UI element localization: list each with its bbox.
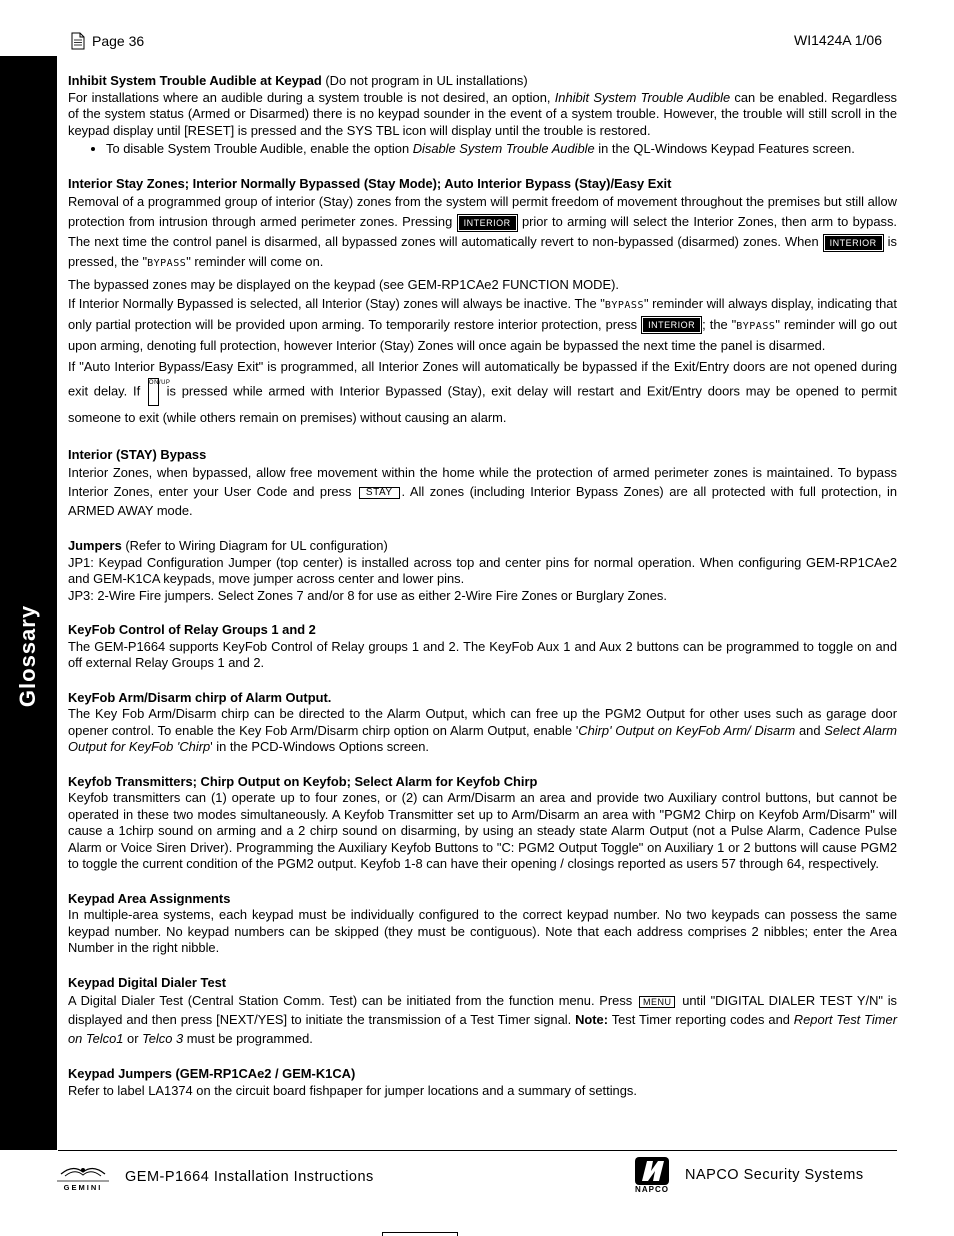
section-keyfob-chirp-alarm bbox=[68, 690, 897, 756]
section-keypad-jumpers bbox=[68, 1066, 897, 1099]
paragraph: If "Auto Interior Bypass/Easy Exit" is programmed, all Interior Zones will automatically be bypassed if the Exit/Entry doors are not opened during exit delay. If ON/UP is pressed while armed with Interior Bypassed (Stay), exit delay will restart and Exit/Entry doors may be opened to permit someone to exit (while others remain on premises) without causing an alarm. bbox=[68, 358, 897, 425]
section-title: KeyFob Control of Relay Groups 1 and 2 bbox=[68, 622, 316, 637]
list-item: • To disable System Trouble Audible, enable the option Disable System Trouble Audible in the QL-Windows Keypad Features screen. bbox=[106, 141, 897, 158]
section-keyfob-relay bbox=[68, 622, 897, 672]
section-jumpers bbox=[68, 538, 897, 604]
page-number-block bbox=[70, 32, 144, 50]
interior-key-icon: INTERIOR bbox=[643, 318, 700, 332]
glossary-content bbox=[68, 73, 897, 1099]
svg-text:GEMINI: GEMINI bbox=[63, 1183, 103, 1192]
section-title: KeyFob Arm/Disarm chirp of Alarm Output. bbox=[68, 689, 332, 705]
bypass-lcd-text: BYPASS bbox=[604, 299, 644, 311]
footer-divider bbox=[58, 1150, 897, 1151]
section-title: Interior (STAY) Bypass bbox=[68, 446, 207, 462]
footer-right bbox=[633, 1157, 864, 1194]
paragraph: Interior Zones, when bypassed, allow free movement within the home while the protection of armed perimeter zones is maintained. To bypass Interior Zones, enter your User Code and press STAY . All zones (including Interior Bypass Zones) are all protected with full protection, in ARMED AWAY mode. bbox=[68, 465, 897, 518]
paragraph: Removal of a programmed group of interior (Stay) zones from the system will permit freedom of movement throughout the premises but still allow protection from intrusion through armed perimeter zones. Pressing INTERIOR prior to arming will select the Interior Zones, then arm to bypass. The next time the control panel is disarmed, all bypassed zones will automatically revert to non-bypassed (disarmed) zones. When INTERIOR is pressed, the "BYPASS" reminder will come on. bbox=[68, 194, 897, 269]
on-up-key-icon: ON/UP bbox=[148, 378, 159, 406]
section-keypad-area bbox=[68, 891, 897, 957]
section-tab bbox=[0, 56, 57, 1150]
paragraph: If Interior Normally Bypassed is selected, all Interior (Stay) zones will always be inactive. The "BYPASS" reminder will always display, indicating that only partial protection will be provided upon arming. To temporarily restore interior protection, press INTERIOR ; the "BYPASS" reminder will go out upon arming, denoting full protection, however Interior (Stay) Zones will once again be bypassed the next time the panel is disarmed. bbox=[68, 295, 897, 353]
section-inhibit-trouble bbox=[68, 73, 897, 158]
bullet-list bbox=[68, 141, 897, 158]
section-title: Inhibit System Trouble Audible at Keypad (Do not program in UL installations) bbox=[68, 73, 528, 88]
section-interior-stay-zones bbox=[68, 176, 897, 429]
page-number: Page 36 bbox=[92, 33, 145, 49]
section-title: Keyfob Transmitters; Chirp Output on Keyfob; Select Alarm for Keyfob Chirp bbox=[68, 773, 538, 789]
section-title: Keypad Area Assignments bbox=[68, 890, 231, 906]
bypass-lcd-text: BYPASS bbox=[147, 258, 187, 269]
footer-company: NAPCO Security Systems bbox=[685, 1167, 864, 1183]
napco-logo-icon bbox=[633, 1157, 671, 1185]
paragraph: For installations where an audible during a system trouble is not desired, an option, Inhibit System Trouble Audible can be enabled. Regardless of the system status (Armed or Disarmed) there is no keypad sounder in the event of a system trouble. However, the trouble will still scroll in the keypad display until [RESET] is pressed and the SYS TBL icon will display until the trouble is restored. bbox=[68, 89, 897, 138]
napco-logo-text: NAPCO bbox=[635, 1185, 669, 1194]
paragraph: The bypassed zones may be displayed on the keypad (see GEM-RP1CAe2 FUNCTION MODE). bbox=[68, 277, 619, 292]
bypass-lcd-text: BYPASS bbox=[736, 320, 776, 332]
paragraph: Refer to label LA1374 on the circuit board fishpaper for jumper locations and a summary of settings. bbox=[68, 1082, 637, 1098]
paragraph: Keyfob transmitters can (1) operate up to four zones, or (2) can Arm/Disarm an area and provide two Auxiliary control buttons, but cannot be operated in these two modes simultaneously. A Keyfob Transmitter set up to Arm/Disarm an area with "PGM2 Chirp on Keyfob Arm/Disarm" will cause a 1chirp sound on arming and a 2 chirp sound on disarming, by using an steady state Alarm Output (not a Pulse Alarm, Cadence Pulse Alarm or Voice Siren Driver). Programming the Auxiliary Keyfob Buttons to "C: PGM2 Output Toggle" on Auxiliary 1 or 2 buttons will cause PGM2 to toggle the current condition of the PGM2 output. Keyfob 1-8 can have their opening / closings reported as users 57 through 64, respectively. bbox=[68, 790, 897, 871]
footer-left bbox=[55, 1162, 374, 1192]
paragraph: A Digital Dialer Test (Central Station Comm. Test) can be initiated from the function menu. Press MENU until "DIGITAL DIALER TEST Y/N" is displayed and then press [NEXT/YES] to initiate the transmission of a Test Timer signal. Note: Test Timer reporting codes and Report Test Timer on Telco1 or Telco 3 must be programmed. bbox=[68, 993, 897, 1046]
paragraph: JP1: Keypad Configuration Jumper (top center) is installed across top and center pins for normal operation. When configuring GEM-RP1CAe2 and GEM-K1CA keypads, move jumper across center and lower pins. bbox=[68, 554, 897, 586]
paragraph: The Key Fob Arm/Disarm chirp can be directed to the Alarm Output, which can free up the PGM2 Output for other uses such as garage door opener control. To enable the Key Fob Arm/Disarm chirp option on Alarm Output, enable 'Chirp' Output on KeyFob Arm/ Disarm and Select Alarm Output for KeyFob 'Chirp' in the PCD-Windows Options screen. bbox=[68, 706, 897, 754]
section-title: Interior Stay Zones; Interior Normally Bypassed (Stay Mode); Auto Interior Bypass (Stay)/Easy Exit bbox=[68, 175, 672, 191]
section-dialer-test bbox=[68, 975, 897, 1049]
section-tab-label: Glossary bbox=[15, 604, 40, 708]
section-title: Jumpers (Refer to Wiring Diagram for UL configuration) bbox=[68, 538, 388, 553]
page-header bbox=[70, 30, 882, 52]
napco-logo bbox=[633, 1157, 671, 1194]
paragraph: In multiple-area systems, each keypad must be individually configured to the correct keypad number. No two keypads can possess the same keypad number. No keypad numbers can be skipped (they must be contiguous). Note that each address comprises 2 nibbles; enter the Area Number in the right nibble. bbox=[68, 907, 897, 955]
stay-key-icon: STAY bbox=[359, 487, 400, 499]
section-title: Keypad Digital Dialer Test bbox=[68, 974, 227, 990]
interior-key-icon: INTERIOR bbox=[825, 236, 882, 250]
interior-key-icon: INTERIOR bbox=[459, 216, 516, 230]
bottom-mark bbox=[382, 1232, 458, 1236]
document-id: WI1424A 1/06 bbox=[794, 32, 882, 48]
menu-key-icon: MENU bbox=[639, 996, 676, 1008]
section-interior-stay-bypass bbox=[68, 447, 897, 521]
paragraph: The GEM-P1664 supports KeyFob Control of Relay groups 1 and 2. The KeyFob Aux 1 and Aux 2 buttons can be programmed to toggle on and off external Relay Groups 1 and 2. bbox=[68, 638, 897, 670]
document-icon bbox=[70, 32, 86, 50]
footer-title: GEM-P1664 Installation Instructions bbox=[125, 1169, 374, 1185]
section-title: Keypad Jumpers (GEM-RP1CAe2 / GEM-K1CA) bbox=[68, 1066, 356, 1081]
gemini-logo-icon bbox=[55, 1162, 111, 1192]
paragraph: JP3: 2-Wire Fire jumpers. Select Zones 7 and/or 8 for use as either 2-Wire Fire Zones or Burglary Zones. bbox=[68, 587, 667, 603]
section-keyfob-transmitters bbox=[68, 774, 897, 873]
